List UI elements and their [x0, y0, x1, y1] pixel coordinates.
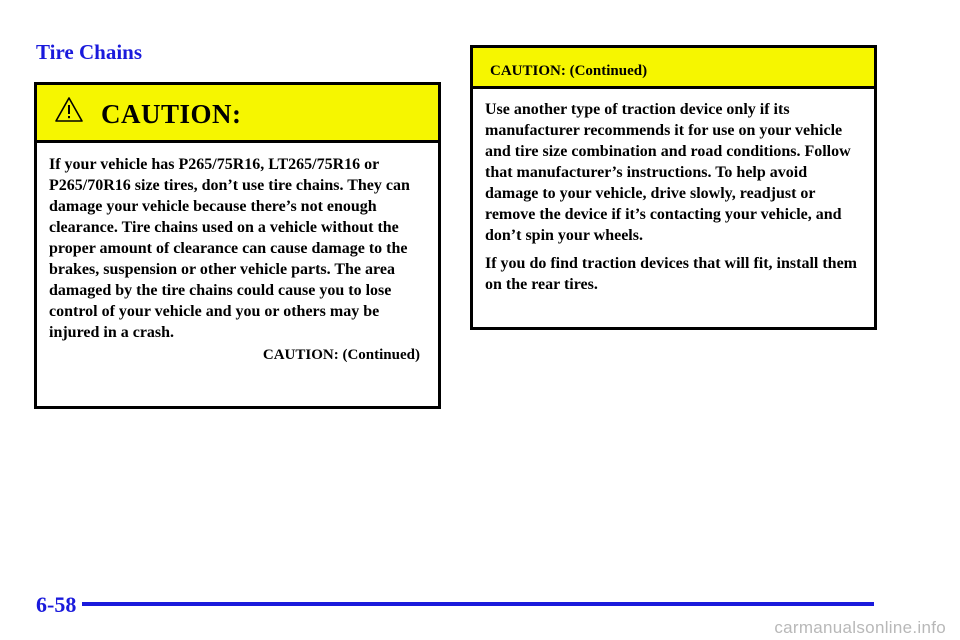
caution-continued-label: CAUTION: (Continued)	[262, 347, 420, 363]
caution-header	[37, 85, 438, 143]
caution-label: CAUTION:	[101, 99, 242, 129]
caution-continued-header-label: CAUTION: (Continued)	[490, 63, 648, 79]
caution-continued-header	[473, 48, 874, 89]
caution-paragraph: Use another type of traction device only if its manufacturer recommends it for use on your vehicle and tire size combination and road conditions. Follow that manufacturer’s instructions. To help avoid damage to your vehicle, drive slowly, readjust or remove the device if it’s contacting your vehicle, and don’t spin your wheels.	[485, 101, 851, 244]
caution-body-text: If your vehicle has P265/75R16, LT265/75R16 or P265/70R16 size tires, don’t use tire chains. They can damage your vehicle because there’s not enough clearance. Tire chains used on a vehicle without the proper amount of clearance can cause damage to the brakes, suspension or other vehicle parts. The area damaged by the tire chains could cause you to lose control of your vehicle and you or others may be injured in a crash.	[49, 156, 410, 341]
page-number: 6-58	[36, 592, 77, 617]
watermark: carmanualsonline.info	[774, 618, 946, 637]
caution-box	[34, 82, 441, 409]
section-title: Tire Chains	[36, 40, 143, 64]
footer-rule	[82, 602, 874, 606]
caution-paragraph: If you do find traction devices that will fit, install them on the rear tires.	[485, 255, 857, 293]
warning-triangle-icon	[54, 96, 84, 123]
caution-continued-box	[470, 45, 877, 330]
